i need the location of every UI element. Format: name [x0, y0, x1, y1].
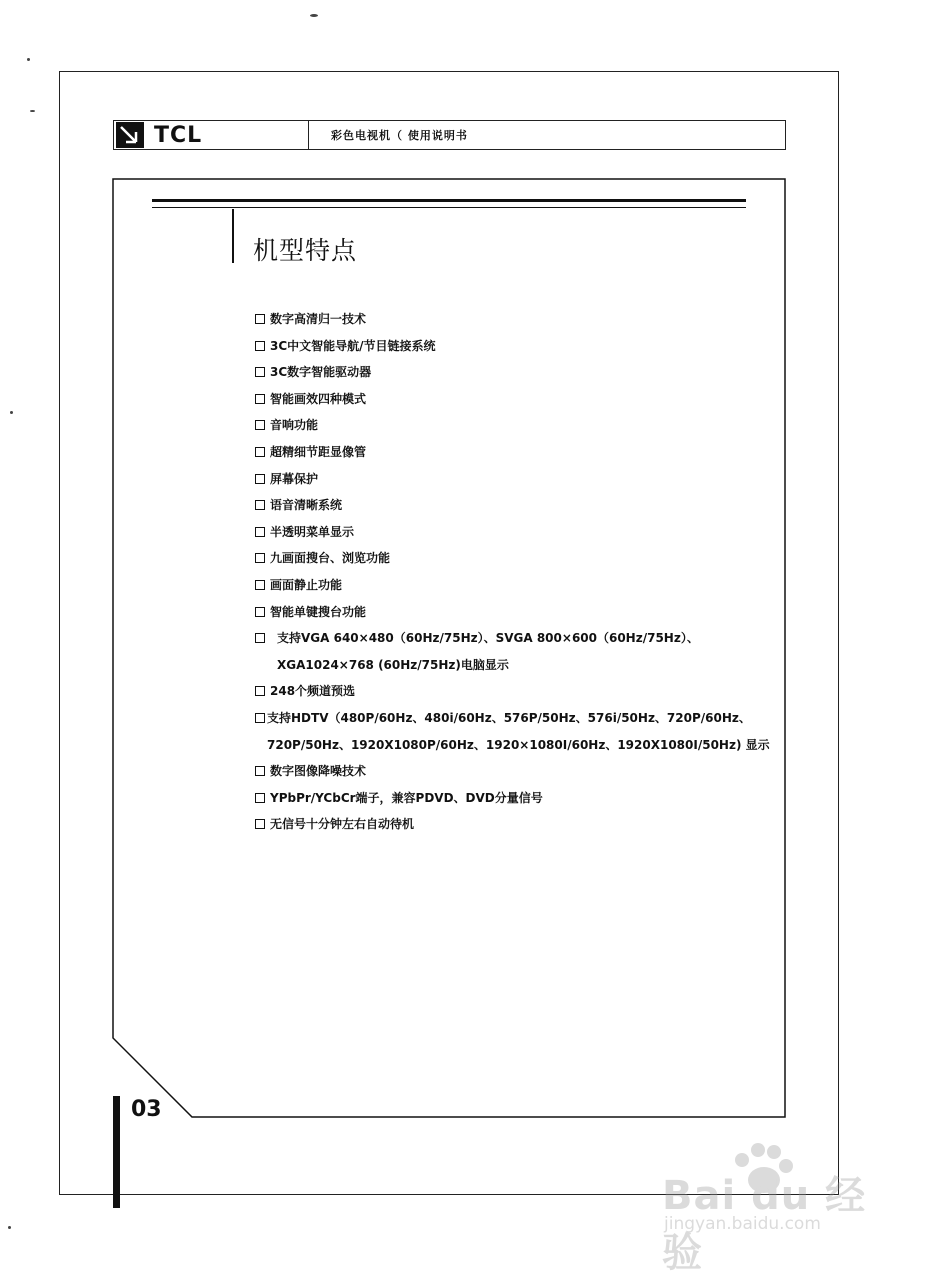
- feature-line: XGA1024×768 (60Hz/75Hz)电脑显示: [277, 657, 509, 672]
- feature-list: [255, 306, 775, 838]
- checkbox-icon: [255, 500, 265, 510]
- scan-speck: [30, 110, 35, 112]
- section-title: 机型特点: [253, 236, 358, 265]
- checkbox-icon: [255, 819, 265, 829]
- scan-speck: [10, 411, 13, 414]
- feature-line: 720P/50Hz、1920X1080P/60Hz、1920×1080I/60Hz、1920X1080I/50Hz) 显示: [267, 737, 770, 752]
- checkbox-icon: [255, 580, 265, 590]
- checkbox-icon: [255, 686, 265, 696]
- list-item: 3C中文智能导航/节目链接系统: [255, 333, 775, 360]
- list-item: 九画面搜台、浏览功能: [255, 545, 775, 572]
- checkbox-icon: [255, 793, 265, 803]
- watermark-logo: Bai du 经验: [662, 1173, 867, 1276]
- checkbox-icon: [255, 766, 265, 776]
- watermark-url: jingyan.baidu.com: [664, 1214, 821, 1234]
- tcl-logo-icon: [116, 122, 144, 148]
- feature-line: 支持HDTV（480P/60Hz、480i/60Hz、576P/50Hz、576i/50Hz、720P/60Hz、: [267, 710, 751, 725]
- scan-speck: [310, 14, 318, 17]
- checkbox-icon: [255, 394, 265, 404]
- checkbox-icon: [255, 474, 265, 484]
- feature-line: 支持VGA 640×480（60Hz/75Hz）、SVGA 800×600（60Hz/75Hz）、: [277, 631, 699, 646]
- checkbox-icon: [255, 633, 265, 643]
- list-item: [255, 625, 775, 678]
- heading-rule-thick: [152, 199, 746, 202]
- list-item: YPbPr/YCbCr端子，兼容PDVD、DVD分量信号: [255, 785, 775, 812]
- page-number-bar: [113, 1096, 120, 1208]
- list-item: 智能单键搜台功能: [255, 599, 775, 626]
- brand-name: TCL: [154, 122, 203, 148]
- watermark: [658, 1140, 878, 1276]
- list-item: 智能画效四种模式: [255, 386, 775, 413]
- checkbox-icon: [255, 607, 265, 617]
- list-item: 248个频道预选: [255, 678, 775, 705]
- list-item: 数字高清归一技术: [255, 306, 775, 333]
- checkbox-icon: [255, 527, 265, 537]
- checkbox-icon: [255, 314, 265, 324]
- list-item: [255, 705, 775, 758]
- checkbox-icon: [255, 553, 265, 563]
- list-item: 音响功能: [255, 412, 775, 439]
- list-item: 半透明菜单显示: [255, 519, 775, 546]
- list-item: 语音清晰系统: [255, 492, 775, 519]
- document-header: [113, 120, 786, 150]
- list-item: 3C数字智能驱动器: [255, 359, 775, 386]
- header-title: 彩色电视机（ 使用说明书: [331, 129, 468, 142]
- scan-speck: [8, 1226, 11, 1229]
- scan-speck: [27, 58, 30, 61]
- list-item: 无信号十分钟左右自动待机: [255, 811, 775, 838]
- checkbox-icon: [255, 341, 265, 351]
- title-divider: [232, 209, 234, 263]
- checkbox-icon: [255, 367, 265, 377]
- list-item: 数字图像降噪技术: [255, 758, 775, 785]
- page-number: 03: [131, 1097, 162, 1122]
- checkbox-icon: [255, 447, 265, 457]
- list-item: 画面静止功能: [255, 572, 775, 599]
- list-item: 超精细节距显像管: [255, 439, 775, 466]
- brand-logo: [114, 121, 309, 149]
- list-item: 屏幕保护: [255, 466, 775, 493]
- checkbox-icon: [255, 420, 265, 430]
- checkbox-icon: [255, 713, 265, 723]
- heading-rule-thin: [152, 207, 746, 208]
